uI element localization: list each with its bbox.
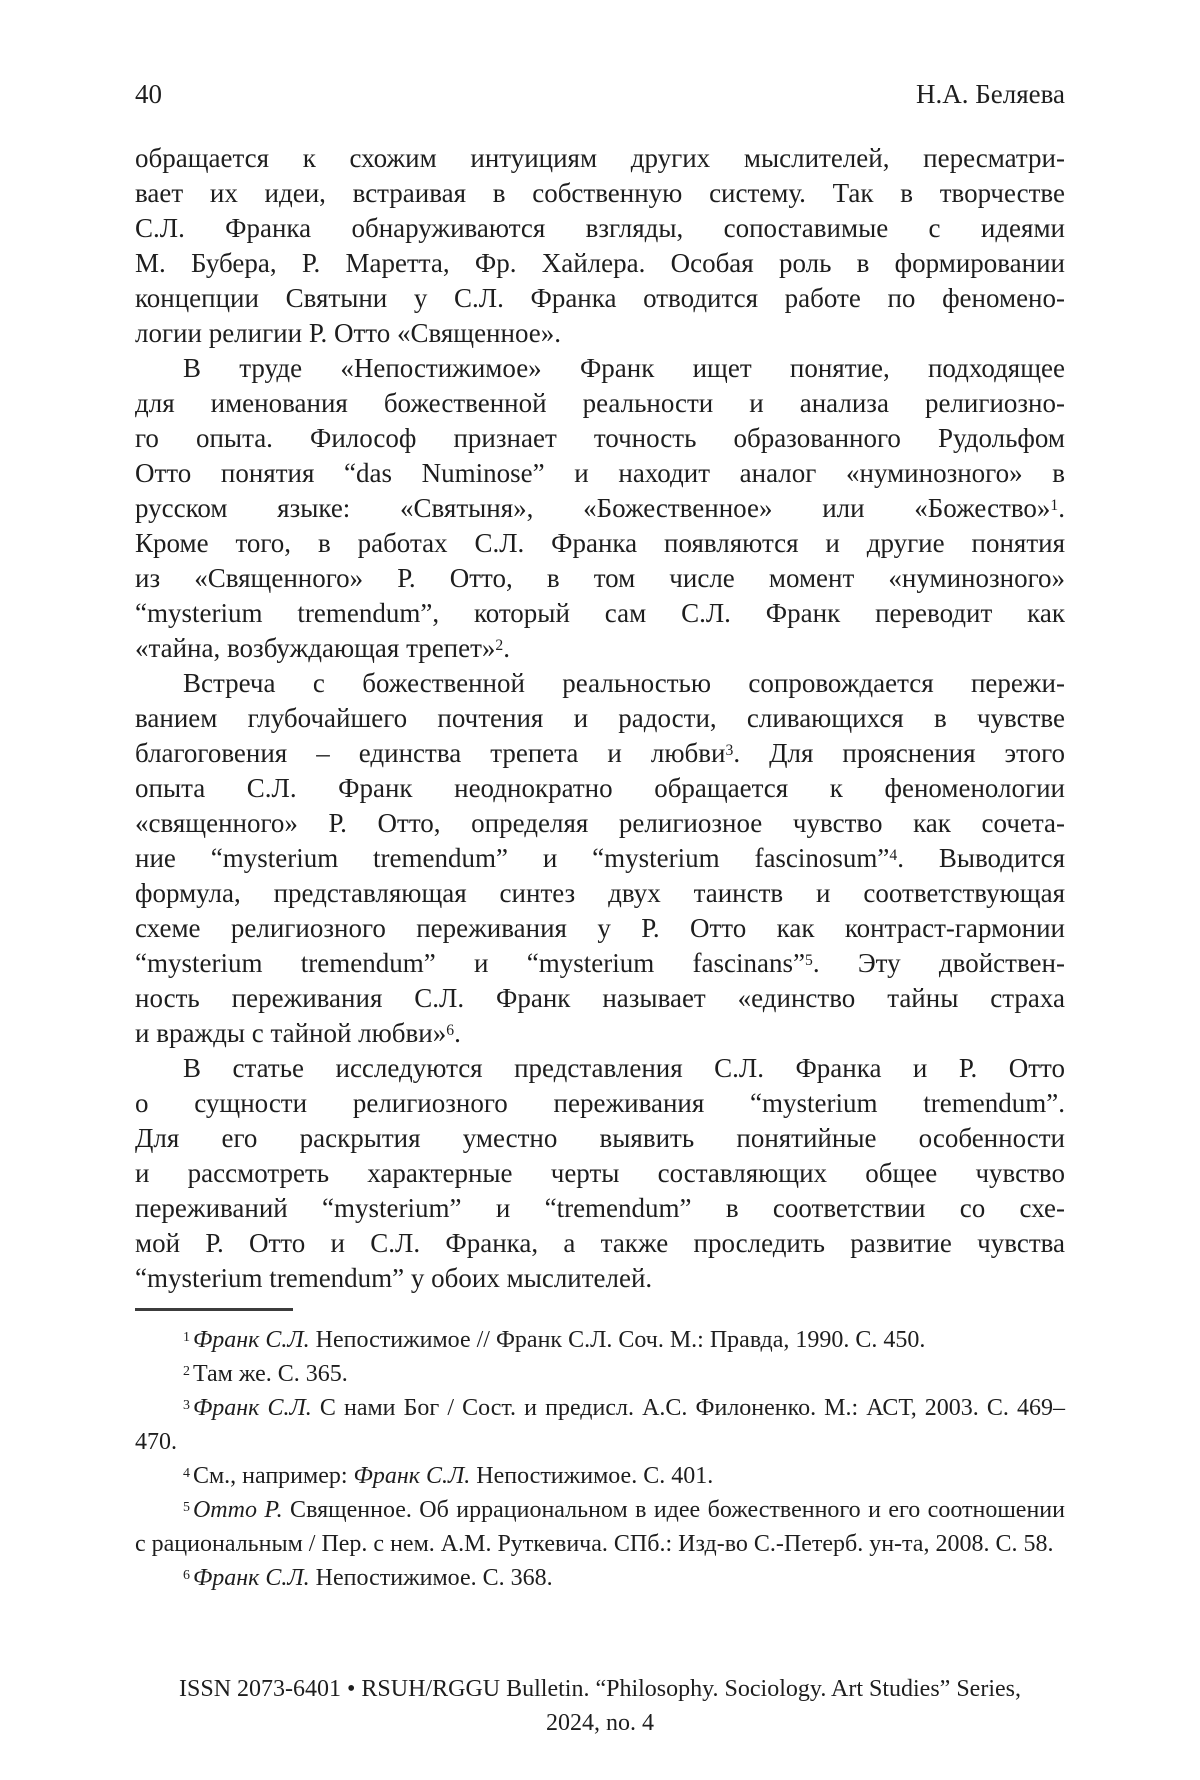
journal-issn-line: ISSN 2073-6401 • RSUH/RGGU Bulletin. “Philosophy. Sociology. Art Studies” Series,	[179, 1676, 1021, 1702]
footnote	[135, 1323, 1065, 1357]
footnote-marker: 4	[183, 1465, 190, 1481]
text-line: ность переживания С.Л. Франк называет «единство тайны страха	[135, 983, 1065, 1013]
text-line: для именования божественной реальности и анализа религиозно-	[135, 388, 1065, 418]
footnote-reference: 1	[1050, 496, 1059, 514]
paragraph	[135, 141, 1065, 351]
article-text	[135, 141, 1065, 1296]
footnote-reference: 3	[725, 741, 734, 759]
footnote-marker: 2	[183, 1363, 190, 1379]
text-line: благоговения – единства трепета и любви$^3$. Для прояснения этого	[135, 738, 1065, 768]
footnote-text: Непостижимое. С. 401.	[470, 1463, 714, 1489]
footnote	[135, 1391, 1065, 1459]
footnote-text: Непостижимое // Франк С.Л. Соч. М.: Правда, 1990. С. 450.	[309, 1327, 926, 1353]
footnote-author: Отто Р.	[192, 1497, 283, 1523]
text-line: мой Р. Отто и С.Л. Франка, а также проследить развитие чувства	[135, 1228, 1065, 1258]
footnote	[135, 1459, 1065, 1493]
footnotes	[135, 1323, 1065, 1595]
page-footer	[135, 1672, 1065, 1740]
journal-issue-line: 2024, no. 4	[546, 1710, 654, 1736]
paragraph	[135, 1051, 1065, 1296]
page-number: 40	[135, 79, 162, 109]
footnote-text: Священное. Об иррациональном в идее божественного и его соотношении с рациональным / Пер. с нем. А.М. Руткевича. СПб.: Изд-во С.-Петерб. ун-та, 2008. С. 58.	[135, 1497, 1065, 1557]
footnote-author: Франк С.Л.	[192, 1327, 310, 1353]
text-line: В статье исследуются представления С.Л. Франка и Р. Отто	[183, 1053, 1065, 1083]
footnote-author: Франк С.Л.	[192, 1565, 310, 1591]
text-line: ванием глубочайшего почтения и радости, сливающихся в чувстве	[135, 703, 1065, 733]
text-line: и вражды с тайной любви»$^6$.	[135, 1018, 461, 1048]
running-head-author: Н.А. Беляева	[916, 79, 1065, 109]
text-line: Кроме того, в работах С.Л. Франка появляются и другие понятия	[135, 528, 1065, 558]
text-line: схеме религиозного переживания у Р. Отто как контраст-гармонии	[135, 913, 1065, 943]
footnote-reference: 5	[804, 951, 813, 969]
footnote-text: С нами Бог / Сост. и предисл. А.С. Филоненко. М.: АСТ, 2003. С. 469–470.	[135, 1395, 1066, 1455]
footnote-reference: 4	[889, 846, 898, 864]
text-line: переживаний “mysterium” и “tremendum” в соответствии со схе-	[135, 1193, 1065, 1223]
footnote-author: Франк С.Л.	[353, 1463, 471, 1489]
text-line: го опыта. Философ признает точность образованного Рудольфом	[135, 423, 1065, 453]
text-line: русском языке: «Святыня», «Божественное» или «Божество»$^1$.	[135, 493, 1065, 523]
text-line: С.Л. Франка обнаруживаются взгляды, сопоставимые с идеями	[135, 213, 1065, 243]
footnote-reference: 2	[495, 636, 504, 654]
footnote-text: Непостижимое. С. 368.	[309, 1565, 553, 1591]
text-line: Отто понятия “das Numinose” и находит аналог «нуминозного» в	[135, 458, 1065, 488]
running-head	[135, 78, 1065, 111]
footnote	[135, 1357, 1065, 1391]
footnote	[135, 1561, 1065, 1595]
footnote-marker: 5	[183, 1499, 190, 1515]
paragraph	[135, 351, 1065, 666]
footnote-reference: 6	[446, 1021, 455, 1039]
text-line: “mysterium tremendum” у обоих мыслителей.	[135, 1263, 653, 1293]
footnote-separator	[135, 1308, 293, 1311]
text-line: опыта С.Л. Франк неоднократно обращается к феноменологии	[135, 773, 1065, 803]
footnote-author: Франк С.Л.	[192, 1395, 312, 1421]
footnote-marker: 3	[183, 1397, 190, 1413]
text-line: вает их идеи, встраивая в собственную систему. Так в творчестве	[135, 178, 1065, 208]
text-line: “mysterium tremendum” и “mysterium fascinans”$^5$. Эту двойствен-	[135, 948, 1065, 978]
paragraph	[135, 666, 1065, 1051]
text-line: из «Священного» Р. Отто, в том числе момент «нуминозного»	[135, 563, 1065, 593]
footnote-marker: 6	[183, 1567, 190, 1583]
text-line: о сущности религиозного переживания “mysterium tremendum”.	[135, 1088, 1065, 1118]
text-line: ние “mysterium tremendum” и “mysterium fascinosum”$^4$. Выводится	[135, 843, 1066, 873]
text-line: «тайна, возбуждающая трепет»$^2$.	[135, 633, 510, 663]
text-line: “mysterium tremendum”, который сам С.Л. Франк переводит как	[135, 598, 1065, 628]
text-line: формула, представляющая синтез двух таинств и соответствующая	[135, 878, 1065, 908]
text-line: концепции Святыни у С.Л. Франка отводится работе по феномено-	[135, 283, 1065, 313]
text-line: Для его раскрытия уместно выявить понятийные особенности	[135, 1123, 1065, 1153]
text-line: и рассмотреть характерные черты составляющих общее чувство	[135, 1158, 1065, 1188]
text-line: логии религии Р. Отто «Священное».	[135, 318, 562, 348]
footnote-marker: 1	[183, 1329, 190, 1345]
text-line: М. Бубера, Р. Маретта, Фр. Хайлера. Особая роль в формировании	[135, 248, 1065, 278]
footnote-text: Там же. С. 365.	[192, 1361, 348, 1387]
text-line: «священного» Р. Отто, определяя религиозное чувство как сочета-	[135, 808, 1065, 838]
text-line: обращается к схожим интуициям других мыслителей, пересматри-	[135, 143, 1065, 173]
text-line: В труде «Непостижимое» Франк ищет понятие, подходящее	[183, 353, 1065, 383]
footnote-text: См., например:	[192, 1463, 354, 1489]
footnote	[135, 1493, 1065, 1561]
text-line: Встреча с божественной реальностью сопровождается пережи-	[183, 668, 1065, 698]
